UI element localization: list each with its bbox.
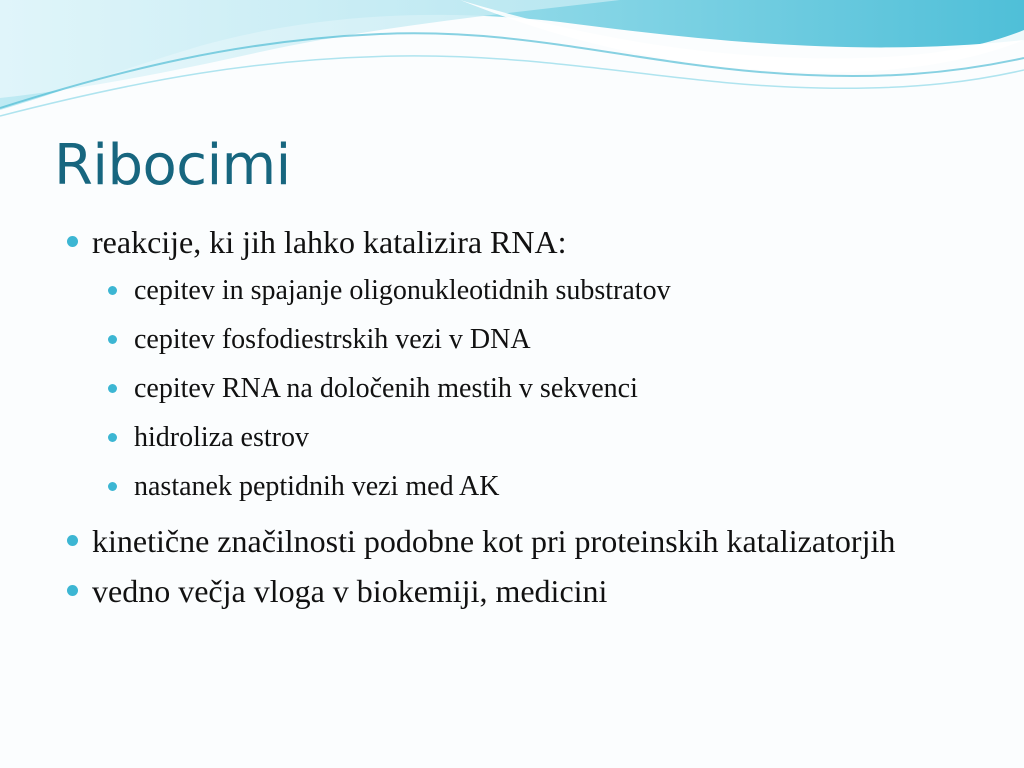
bullet-item [60, 569, 960, 613]
sub-bullet-dot-icon [108, 384, 117, 393]
sub-bullet-list [60, 266, 960, 511]
sub-bullet-text: nastanek peptidnih vezi med AK [134, 471, 500, 502]
sub-bullet-item [60, 364, 960, 413]
bullet-dot-icon [67, 236, 78, 247]
sub-bullet-item [60, 413, 960, 462]
sub-bullet-dot-icon [108, 433, 117, 442]
sub-bullet-item [60, 462, 960, 511]
sub-bullet-text: cepitev fosfodiestrskih vezi v DNA [134, 324, 531, 355]
bullet-text: kinetične značilnosti podobne kot pri proteinskih katalizatorjih [92, 523, 896, 559]
sub-bullet-item [60, 315, 960, 364]
sub-bullet-dot-icon [108, 482, 117, 491]
slide-title: Ribocimi [54, 133, 291, 198]
sub-bullet-dot-icon [108, 335, 117, 344]
sub-bullet-item [60, 266, 960, 315]
sub-bullet-dot-icon [108, 286, 117, 295]
header-wave-decoration [0, 0, 1024, 130]
bullet-text: reakcije, ki jih lahko katalizira RNA: [92, 224, 567, 260]
sub-bullet-text: cepitev RNA na določenih mestih v sekvenci [134, 373, 638, 404]
bullet-text: vedno večja vloga v biokemiji, medicini [92, 573, 608, 609]
bullet-dot-icon [67, 585, 78, 596]
slide-content [60, 220, 960, 613]
bullet-item [60, 220, 960, 264]
bullet-item [60, 519, 960, 563]
bullet-dot-icon [67, 535, 78, 546]
sub-bullet-text: hidroliza estrov [134, 422, 309, 453]
sub-bullet-text: cepitev in spajanje oligonukleotidnih substratov [134, 275, 671, 306]
